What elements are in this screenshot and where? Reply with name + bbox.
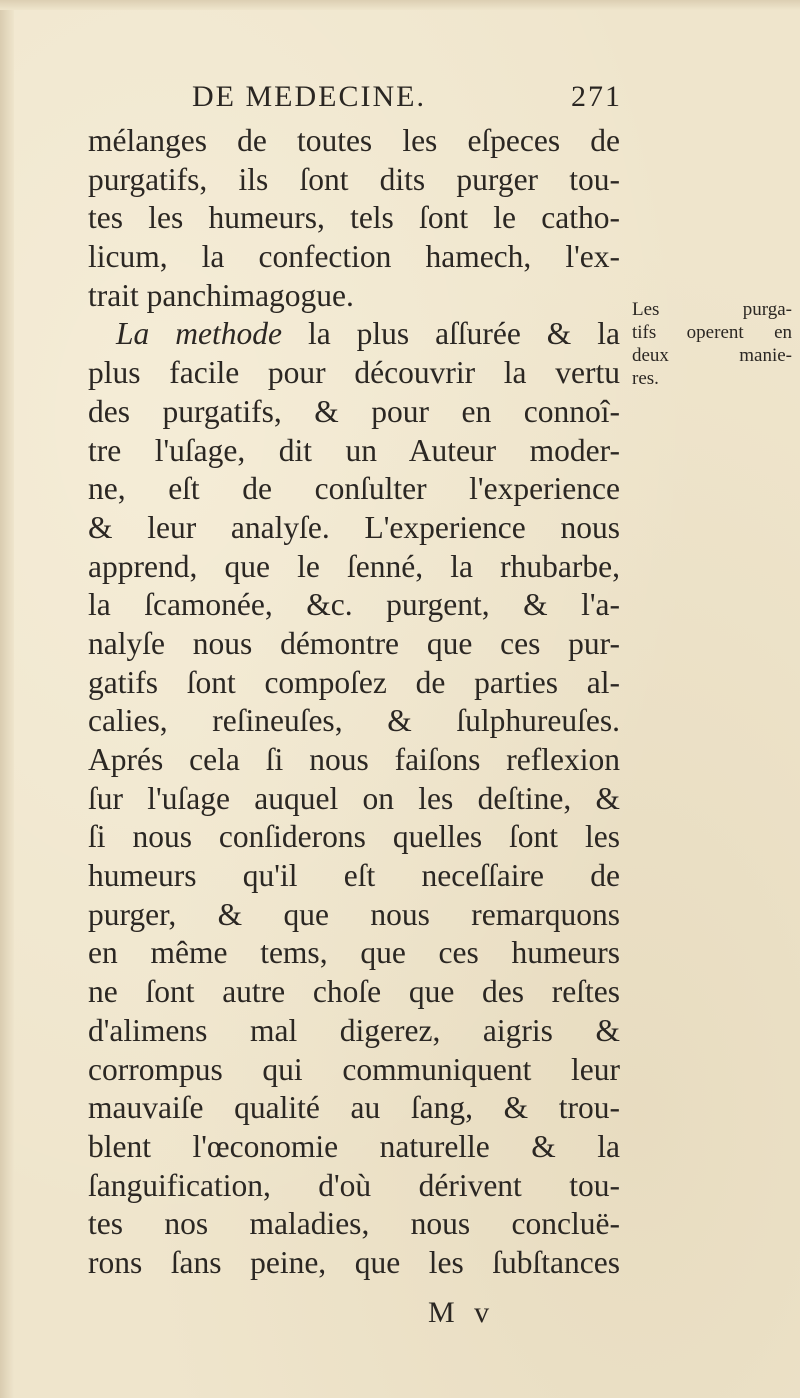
text-line: humeurs qu'il eſt neceſſaire de	[88, 858, 620, 894]
marginal-note-line: deux manie-	[632, 345, 792, 366]
text-line-rest: la plus aſſurée & la	[307, 316, 621, 352]
text-line: plus facile pour découvrir la vertu	[88, 355, 620, 391]
text-line: calies, reſineuſes, & ſulphureuſes.	[88, 703, 620, 739]
text-line: ſi nous conſiderons quelles ſont les	[88, 819, 620, 855]
text-line: rons ſans peine, que les ſubſtances	[88, 1244, 620, 1280]
text-line: tes les humeurs, tels ſont le catho-	[88, 200, 620, 236]
text-line: des purgatifs, & pour en connoî-	[88, 393, 620, 429]
text-line: tes nos maladies, nous concluë-	[88, 1206, 620, 1242]
text-line: trait panchimagogue.	[88, 277, 354, 313]
text-line: apprend, que le ſenné, la rhubarbe,	[88, 548, 620, 584]
text-line: gatifs ſont compoſez de parties al-	[88, 664, 620, 700]
text-line: ne, eſt de conſulter l'experience	[88, 471, 620, 507]
text-line: en même tems, que ces humeurs	[88, 935, 620, 971]
running-title: DE MEDECINE.	[192, 80, 426, 113]
running-header	[192, 80, 622, 120]
text-line: mauvaiſe qualité au ſang, & trou-	[88, 1090, 620, 1126]
text-line: d'alimens mal digerez, aigris &	[88, 1012, 620, 1048]
text-line: ſanguification, d'où dérivent tou-	[88, 1167, 620, 1203]
page-edge-shadow	[0, 0, 14, 1398]
text-line: tre l'uſage, dit un Auteur moder-	[88, 432, 620, 468]
marginal-note-line: res.	[632, 368, 659, 389]
text-line-paragraph-start	[88, 315, 620, 354]
text-line: ſur l'uſage auquel on les deſtine, &	[88, 780, 620, 816]
page-number: 271	[571, 80, 622, 113]
text-line: la ſcamonée, &c. purgent, & l'a-	[88, 587, 620, 623]
text-line: nalyſe nous démontre que ces pur-	[88, 625, 620, 661]
marginal-note-line: tifs operent en	[632, 322, 792, 343]
main-text-block	[88, 122, 620, 1283]
text-line: & leur analyſe. L'experience nous	[88, 509, 620, 545]
text-line: blent l'œconomie naturelle & la	[88, 1128, 620, 1164]
italic-phrase: La methode	[116, 316, 282, 352]
signature-mark: M v	[428, 1296, 496, 1329]
marginal-note	[632, 298, 792, 390]
text-line: Aprés cela ſi nous faiſons reflexion	[88, 742, 620, 777]
text-line: ne ſont autre choſe que des reſtes	[88, 974, 620, 1010]
text-line: purgatifs, ils ſont dits purger tou-	[88, 161, 620, 197]
page-top-shadow	[0, 0, 800, 10]
text-line: purger, & que nous remarquons	[88, 896, 620, 932]
text-line: licum, la confection hamech, l'ex-	[88, 239, 620, 275]
text-line: mélanges de toutes les eſpeces de	[88, 123, 620, 158]
marginal-note-line: Les purga-	[632, 299, 792, 320]
text-line: corrompus qui communiquent leur	[88, 1051, 620, 1087]
